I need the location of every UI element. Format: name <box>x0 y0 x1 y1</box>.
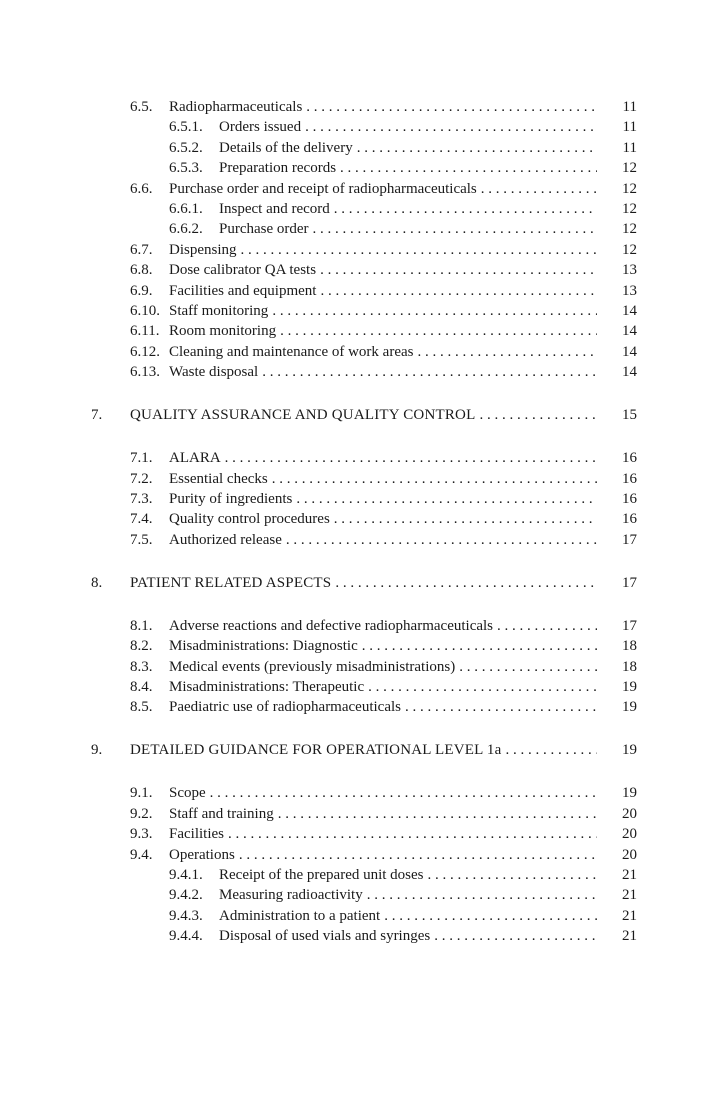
toc-entry-page-number: 16 <box>622 511 637 527</box>
toc-entry-page-number: 17 <box>622 618 637 634</box>
toc-entry-number: 7.3. <box>130 491 153 507</box>
toc-entry-title-line <box>219 117 597 137</box>
dot-leader <box>237 240 598 260</box>
toc-entry-title: Purity of ingredients <box>169 491 293 507</box>
toc-entry-title: Room monitoring <box>169 323 277 339</box>
toc-entry-number: 6.7. <box>130 242 153 258</box>
toc-entry[interactable] <box>0 362 637 382</box>
toc-entry-page-number: 21 <box>622 887 637 903</box>
toc-entry[interactable] <box>0 845 637 865</box>
toc-entry-number: 6.5.1. <box>169 119 203 135</box>
toc-entry-title: Operations <box>169 847 235 863</box>
toc-entry[interactable] <box>0 342 637 362</box>
toc-entry-page-number: 19 <box>622 742 637 758</box>
toc-entry-number: 8.1. <box>130 618 153 634</box>
toc-entry-page-number: 12 <box>622 221 637 237</box>
toc-entry-title: Misadministrations: Diagnostic <box>169 638 358 654</box>
dot-leader <box>268 301 597 321</box>
toc-entry-title: Essential checks <box>169 471 268 487</box>
dot-leader <box>424 865 597 885</box>
toc-entry-title-line <box>219 219 597 239</box>
dot-leader <box>221 448 597 468</box>
toc-entry-page-number: 21 <box>622 928 637 944</box>
toc-entry-page-number: 20 <box>622 847 637 863</box>
toc-entry-page-number: 19 <box>622 699 637 715</box>
toc-entry-number: 9.4.1. <box>169 867 203 883</box>
toc-entry-title: Paediatric use of radiopharmaceuticals <box>169 699 401 715</box>
toc-entry-title: Dose calibrator QA tests <box>169 262 317 278</box>
toc-entry[interactable] <box>0 179 637 199</box>
toc-entry-title-line <box>169 240 597 260</box>
toc-entry-page-number: 12 <box>622 181 637 197</box>
toc-entry-page-number: 12 <box>622 242 637 258</box>
toc-entry[interactable] <box>0 240 637 260</box>
toc-entry[interactable] <box>0 530 637 550</box>
dot-leader <box>224 824 597 844</box>
toc-entry-page-number: 14 <box>622 344 637 360</box>
toc-entry-title: Preparation records <box>219 160 337 176</box>
toc-entry-number: 9.4.4. <box>169 928 203 944</box>
toc-entry-title-line <box>130 573 597 593</box>
toc-entry-page-number: 21 <box>622 867 637 883</box>
toc-entry[interactable] <box>0 824 637 844</box>
dot-leader <box>358 636 597 656</box>
toc-entry-page-number: 12 <box>622 201 637 217</box>
toc-entry-number: 9.4.3. <box>169 908 203 924</box>
toc-entry[interactable] <box>0 573 637 593</box>
toc-entry-title-line <box>169 530 597 550</box>
toc-entry-number: 6.10. <box>130 303 160 319</box>
toc-entry[interactable] <box>0 509 637 529</box>
toc-entry-number: 8.5. <box>130 699 153 715</box>
toc-entry-title: Medical events (previously misadministrations) <box>169 659 456 675</box>
toc-entry[interactable] <box>0 885 637 905</box>
toc-entry-title: PATIENT RELATED ASPECTS <box>130 575 332 591</box>
toc-entry-title-line <box>219 158 597 178</box>
toc-entry-page-number: 11 <box>622 140 637 156</box>
toc-entry[interactable] <box>0 469 637 489</box>
toc-entry-title: Administration to a patient <box>219 908 381 924</box>
toc-entry-page-number: 19 <box>622 785 637 801</box>
dot-leader <box>282 530 597 550</box>
toc-entry-title: Misadministrations: Therapeutic <box>169 679 365 695</box>
toc-entry-title-line <box>169 448 597 468</box>
dot-leader <box>477 179 597 199</box>
toc-entry[interactable] <box>0 219 637 239</box>
toc-entry-title-line <box>169 362 597 382</box>
toc-entry-number: 7.4. <box>130 511 153 527</box>
toc-entry-title-line <box>169 804 597 824</box>
toc-entry-title: Purchase order and receipt of radiopharmaceuticals <box>169 181 477 197</box>
toc-entry[interactable] <box>0 804 637 824</box>
toc-entry-title-line <box>219 199 597 219</box>
toc-entry-page-number: 21 <box>622 908 637 924</box>
toc-entry[interactable] <box>0 783 637 803</box>
dot-leader <box>353 138 597 158</box>
dot-leader <box>330 509 597 529</box>
dot-leader <box>235 845 597 865</box>
toc-entry-title-line <box>130 740 597 760</box>
toc-entry-title: Staff monitoring <box>169 303 269 319</box>
dot-leader <box>380 906 597 926</box>
toc-entry[interactable] <box>0 616 637 636</box>
toc-entry-title-line <box>169 824 597 844</box>
dot-leader <box>501 740 597 760</box>
toc-entry-page-number: 12 <box>622 160 637 176</box>
toc-entry-number: 6.8. <box>130 262 153 278</box>
toc-entry-title-line <box>169 281 597 301</box>
toc-entry-number: 8. <box>91 575 103 591</box>
toc-entry-page-number: 17 <box>622 575 637 591</box>
toc-entry-title-line <box>169 697 597 717</box>
toc-entry[interactable] <box>0 906 637 926</box>
toc-entry-number: 9.4.2. <box>169 887 203 903</box>
dot-leader <box>401 697 597 717</box>
toc-entry-title: Orders issued <box>219 119 302 135</box>
toc-entry-number: 6.11. <box>130 323 160 339</box>
dot-leader <box>455 657 597 677</box>
dot-leader <box>292 489 597 509</box>
dot-leader <box>336 158 597 178</box>
toc-entry[interactable] <box>0 636 637 656</box>
toc-entry-title-line <box>219 865 597 885</box>
dot-leader <box>206 783 597 803</box>
toc-entry-title-line <box>219 926 597 946</box>
toc-entry-page-number: 19 <box>622 679 637 695</box>
toc-entry-title-line <box>130 405 597 425</box>
toc-entry-title: Purchase order <box>219 221 309 237</box>
toc-entry-number: 6.6. <box>130 181 153 197</box>
toc-entry-title-line <box>169 97 597 117</box>
toc-entry-page-number: 16 <box>622 471 637 487</box>
toc-entry-number: 8.4. <box>130 679 153 695</box>
toc-entry-title: QUALITY ASSURANCE AND QUALITY CONTROL <box>130 407 476 423</box>
toc-entry-number: 6.6.2. <box>169 221 203 237</box>
toc-entry-title-line <box>169 677 597 697</box>
toc-entry-page-number: 11 <box>622 119 637 135</box>
toc-entry-title: Receipt of the prepared unit doses <box>219 867 424 883</box>
toc-entry-title-line <box>219 885 597 905</box>
toc-entry-title-line <box>169 657 597 677</box>
toc-entry-number: 9. <box>91 742 103 758</box>
toc-entry-page-number: 18 <box>622 638 637 654</box>
toc-entry-number: 9.4. <box>130 847 153 863</box>
toc-entry-title-line <box>169 783 597 803</box>
toc-entry[interactable] <box>0 301 637 321</box>
dot-leader <box>276 321 597 341</box>
toc-entry[interactable] <box>0 926 637 946</box>
toc-entry[interactable] <box>0 448 637 468</box>
toc-entry-title: Inspect and record <box>219 201 330 217</box>
toc-entry-title: Cleaning and maintenance of work areas <box>169 344 414 360</box>
toc-entry-number: 6.5. <box>130 99 153 115</box>
dot-leader <box>316 260 597 280</box>
toc-entry[interactable] <box>0 697 637 717</box>
toc-entry[interactable] <box>0 405 637 425</box>
toc-entry-title-line <box>169 845 597 865</box>
dot-leader <box>258 362 597 382</box>
toc-entry-page-number: 13 <box>622 283 637 299</box>
toc-entry-number: 7.2. <box>130 471 153 487</box>
toc-entry-title-line <box>169 469 597 489</box>
toc-entry-title-line <box>219 906 597 926</box>
dot-leader <box>316 281 597 301</box>
toc-entry-title: Disposal of used vials and syringes <box>219 928 431 944</box>
toc-entry-page-number: 14 <box>622 323 637 339</box>
toc-entry-title: Dispensing <box>169 242 237 258</box>
toc-entry-title: Waste disposal <box>169 364 259 380</box>
toc-entry[interactable] <box>0 117 637 137</box>
toc-entry-title-line <box>169 301 597 321</box>
toc-entry[interactable] <box>0 260 637 280</box>
dot-leader <box>330 199 597 219</box>
toc-entry-title-line <box>169 342 597 362</box>
dot-leader <box>274 804 597 824</box>
toc-entry-title: Scope <box>169 785 206 801</box>
toc-entry[interactable] <box>0 199 637 219</box>
toc-entry-title: Radiopharmaceuticals <box>169 99 303 115</box>
toc-entry-page-number: 15 <box>622 407 637 423</box>
toc-entry-number: 6.6.1. <box>169 201 203 217</box>
toc-entry-page-number: 20 <box>622 826 637 842</box>
toc-entry-page-number: 14 <box>622 364 637 380</box>
toc-entry-number: 6.13. <box>130 364 160 380</box>
toc-entry-number: 7.5. <box>130 532 153 548</box>
dot-leader <box>331 573 597 593</box>
toc-entry-number: 6.12. <box>130 344 160 360</box>
toc-entry[interactable] <box>0 677 637 697</box>
toc-entry-number: 8.3. <box>130 659 153 675</box>
dot-leader <box>364 677 597 697</box>
toc-entry-page-number: 13 <box>622 262 637 278</box>
toc-entry-page-number: 20 <box>622 806 637 822</box>
toc-entry-number: 9.3. <box>130 826 153 842</box>
dot-leader <box>301 117 597 137</box>
toc-entry-title: Facilities and equipment <box>169 283 317 299</box>
toc-entry-number: 9.2. <box>130 806 153 822</box>
toc-entry-number: 7.1. <box>130 450 153 466</box>
toc-entry-title-line <box>169 179 597 199</box>
toc-entry-number: 6.5.2. <box>169 140 203 156</box>
toc-entry[interactable] <box>0 657 637 677</box>
toc-entry-title-line <box>169 636 597 656</box>
toc-entry-title-line <box>169 489 597 509</box>
toc-entry-title: Details of the delivery <box>219 140 353 156</box>
toc-entry-number: 6.9. <box>130 283 153 299</box>
toc-entry[interactable] <box>0 321 637 341</box>
toc-entry-title-line <box>169 321 597 341</box>
dot-leader <box>413 342 597 362</box>
toc-entry-title: ALARA <box>169 450 221 466</box>
dot-leader <box>430 926 597 946</box>
dot-leader <box>493 616 597 636</box>
toc-entry-title-line <box>169 509 597 529</box>
toc-entry-title: Staff and training <box>169 806 274 822</box>
toc-entry-title: DETAILED GUIDANCE FOR OPERATIONAL LEVEL 1a <box>130 742 502 758</box>
dot-leader <box>309 219 597 239</box>
dot-leader <box>302 97 597 117</box>
toc-entry-title: Measuring radioactivity <box>219 887 363 903</box>
toc-entry[interactable] <box>0 138 637 158</box>
toc-entry-title: Adverse reactions and defective radiopharmaceuticals <box>169 618 494 634</box>
toc-entry-title: Authorized release <box>169 532 282 548</box>
toc-entry-number: 7. <box>91 407 103 423</box>
toc-entry-title: Facilities <box>169 826 224 842</box>
toc-entry[interactable] <box>0 740 637 760</box>
toc-entry[interactable] <box>0 281 637 301</box>
toc-entry[interactable] <box>0 489 637 509</box>
toc-entry-page-number: 16 <box>622 450 637 466</box>
dot-leader <box>363 885 597 905</box>
toc-entry-page-number: 18 <box>622 659 637 675</box>
toc-entry[interactable] <box>0 97 637 117</box>
toc-entry-title-line <box>219 138 597 158</box>
toc-entry-page-number: 11 <box>622 99 637 115</box>
dot-leader <box>475 405 597 425</box>
toc-entry[interactable] <box>0 865 637 885</box>
toc-entry-number: 6.5.3. <box>169 160 203 176</box>
dot-leader <box>268 469 597 489</box>
toc-entry-page-number: 17 <box>622 532 637 548</box>
toc-entry-title-line <box>169 260 597 280</box>
toc-entry-title-line <box>169 616 597 636</box>
toc-entry-title: Quality control procedures <box>169 511 330 527</box>
toc-entry[interactable] <box>0 158 637 178</box>
toc-entry-page-number: 14 <box>622 303 637 319</box>
toc-entry-page-number: 16 <box>622 491 637 507</box>
toc-entry-number: 9.1. <box>130 785 153 801</box>
toc-entry-number: 8.2. <box>130 638 153 654</box>
